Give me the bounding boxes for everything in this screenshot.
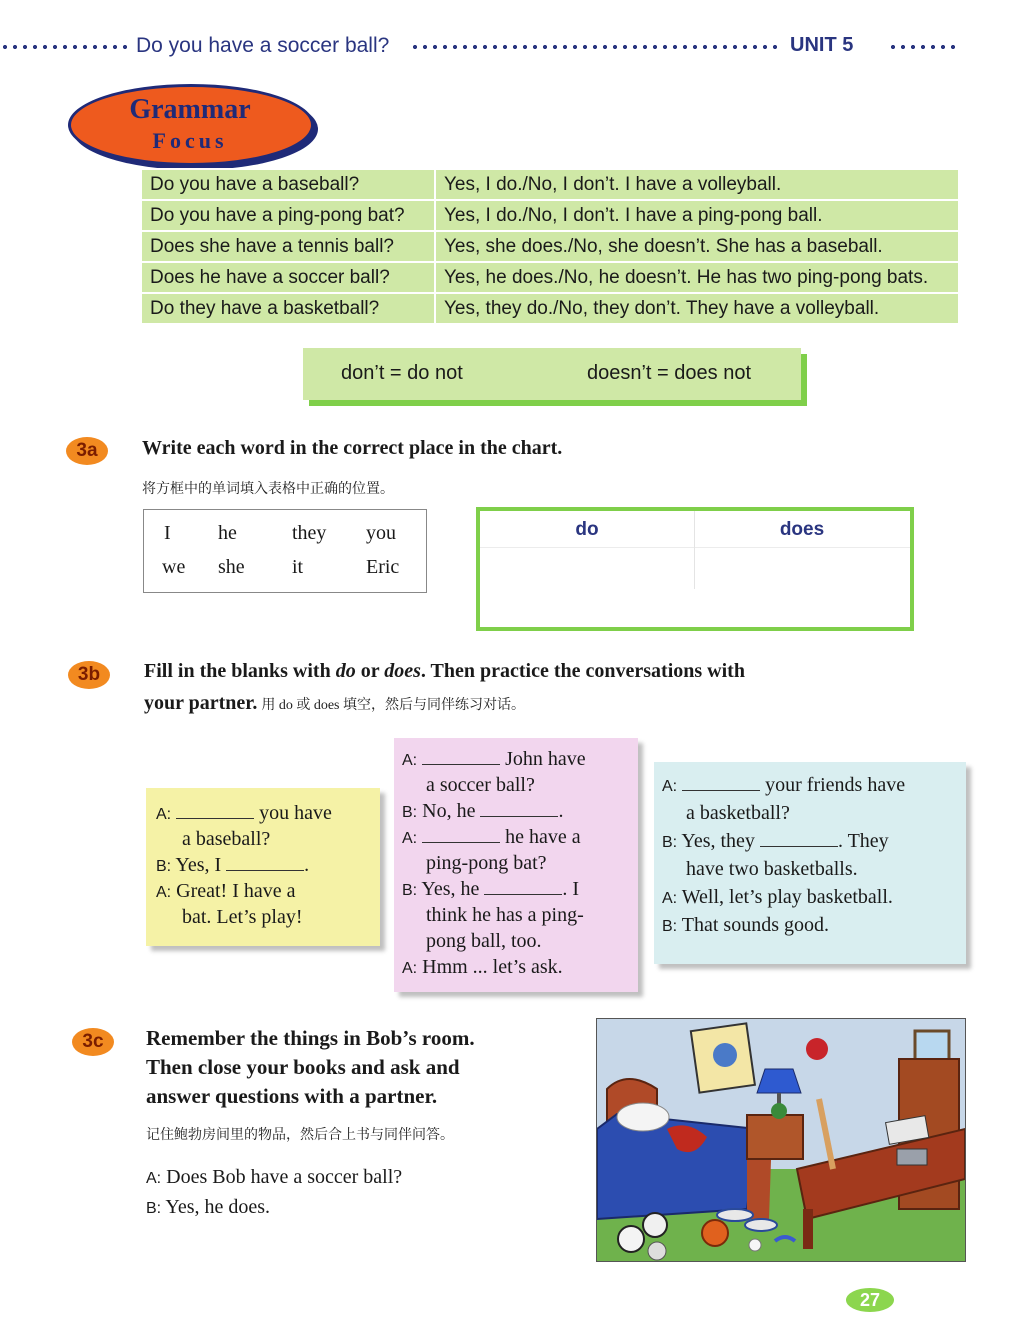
- word: Eric: [366, 556, 400, 578]
- question-cell: Does he have a soccer ball?: [141, 262, 435, 293]
- word-box: [143, 509, 427, 593]
- instruction-3a-cn: 将方框中的单词填入表格中正确的位置。: [142, 482, 394, 497]
- dialogue-line: a baseball?: [182, 828, 271, 850]
- header-dots-left: [0, 44, 128, 50]
- line-text: John have: [500, 748, 586, 770]
- speaker: B:: [402, 882, 418, 899]
- header-dots-middle: [410, 44, 782, 50]
- chart-header-does: does: [779, 519, 825, 540]
- dialogue-line: [156, 878, 296, 906]
- example-answer: [146, 1196, 270, 1219]
- answer-blank[interactable]: [760, 828, 838, 847]
- answer-blank[interactable]: [422, 824, 500, 843]
- speaker: A:: [156, 806, 172, 823]
- speaker: A:: [662, 778, 678, 795]
- instruction-3c-line3: answer questions with a partner.: [146, 1084, 438, 1108]
- dialogue-line: [662, 772, 905, 800]
- question-cell: Do they have a basketball?: [141, 293, 435, 324]
- word: they: [292, 522, 327, 544]
- do-does-chart: [476, 507, 914, 631]
- speaker: A:: [662, 890, 678, 907]
- answer-cell: Yes, he does./No, he doesn’t. He has two ping-pong bats.: [435, 262, 959, 293]
- contraction-dont: don’t = do not: [341, 362, 463, 384]
- dialogue-line: [402, 746, 586, 774]
- speaker: A:: [402, 752, 418, 769]
- question-cell: Do you have a ping-pong bat?: [141, 200, 435, 231]
- instruction-3b-cn: 用 do 或 does 填空，然后与同伴练习对话。: [261, 698, 526, 713]
- dialogue-line: [402, 824, 581, 852]
- line-text: .: [558, 800, 564, 822]
- instruction-3b-or: or: [360, 660, 380, 682]
- question-cell: Do you have a baseball?: [141, 169, 435, 200]
- line-text: No, he: [422, 800, 481, 822]
- answer-blank[interactable]: [422, 746, 500, 765]
- dialogue-line: ping-pong bat?: [426, 852, 547, 874]
- speaker: B:: [156, 858, 172, 875]
- dialogue-line: [156, 852, 309, 880]
- contraction-doesnt: doesn’t = does not: [587, 362, 752, 384]
- answer-blank[interactable]: [682, 772, 760, 791]
- dialogue-line: [402, 798, 563, 826]
- word: we: [162, 556, 186, 578]
- line-text: Great! I have a: [176, 880, 296, 902]
- unit-label: UNIT 5: [790, 34, 854, 56]
- dialogue-line: a basketball?: [686, 802, 790, 824]
- dialogue-line: a soccer ball?: [426, 774, 535, 796]
- chart-header-line: [480, 547, 910, 548]
- answer-blank[interactable]: [176, 800, 254, 819]
- dialogue-line: pong ball, too.: [426, 930, 542, 952]
- line-text: Well, let’s play basketball.: [681, 886, 893, 908]
- line-text: Yes, he does.: [165, 1196, 271, 1218]
- header-title: Do you have a soccer ball?: [136, 34, 390, 57]
- room-drawing: [597, 1019, 965, 1261]
- section-label-3b: 3b: [68, 661, 110, 689]
- instruction-3b: [144, 660, 745, 683]
- dialogue-line: [662, 884, 893, 912]
- line-text: he have a: [500, 826, 581, 848]
- line-text: . They: [837, 830, 889, 852]
- conversation-card-2: [394, 738, 638, 992]
- conversation-card-1: [146, 788, 380, 946]
- answer-blank[interactable]: [484, 876, 562, 895]
- speaker: B:: [402, 804, 418, 821]
- page-number: 27: [846, 1288, 894, 1312]
- table-row: [141, 200, 959, 231]
- line-text: . I: [562, 878, 580, 900]
- speaker: B:: [146, 1200, 162, 1217]
- question-cell: Does she have a tennis ball?: [141, 231, 435, 262]
- word: you: [366, 522, 396, 544]
- word: she: [218, 556, 245, 578]
- table-row: [141, 293, 959, 324]
- instruction-3b-part: your partner.: [144, 692, 258, 714]
- line-text: Yes, he: [421, 878, 485, 900]
- instruction-3c-cn: 记住鲍勃房间里的物品，然后合上书与同伴问答。: [146, 1128, 454, 1143]
- instruction-3b-does: does: [384, 660, 421, 682]
- instruction-3c-line2: Then close your books and ask and: [146, 1055, 460, 1079]
- table-row: [141, 231, 959, 262]
- bobs-room-illustration: [596, 1018, 966, 1262]
- answer-blank[interactable]: [226, 852, 304, 871]
- dialogue-line: [662, 828, 889, 856]
- grammar-focus-badge: [68, 84, 312, 164]
- badge-subtitle: Focus: [152, 128, 228, 153]
- page-header: [0, 30, 1024, 66]
- section-label-3a: 3a: [66, 437, 108, 465]
- contraction-box: [303, 348, 801, 400]
- word: it: [292, 556, 304, 578]
- grammar-table: [140, 168, 960, 325]
- badge-title: Grammar: [129, 94, 251, 125]
- dialogue-line: bat. Let’s play!: [182, 906, 303, 928]
- instruction-3c-line1: Remember the things in Bob’s room.: [146, 1026, 475, 1050]
- instruction-3b-part: Fill in the blanks with: [144, 660, 331, 682]
- answer-cell: Yes, I do./No, I don’t. I have a volleyball.: [435, 169, 959, 200]
- table-row: [141, 169, 959, 200]
- dialogue-line: think he has a ping-: [426, 904, 584, 926]
- instruction-3b-line2: [144, 692, 525, 715]
- answer-cell: Yes, I do./No, I don’t. I have a ping-pong ball.: [435, 200, 959, 231]
- line-text: Hmm ... let’s ask.: [422, 956, 563, 978]
- line-text: .: [304, 854, 310, 876]
- speaker: A:: [156, 884, 172, 901]
- table-row: [141, 262, 959, 293]
- dialogue-line: [156, 800, 332, 828]
- word: he: [218, 522, 237, 544]
- line-text: Yes, I: [175, 854, 227, 876]
- line-text: your friends have: [760, 774, 906, 796]
- instruction-3a: Write each word in the correct place in the chart.: [142, 437, 563, 459]
- conversation-card-3: [654, 762, 966, 964]
- dialogue-line: [402, 954, 563, 982]
- chart-divider: [694, 511, 695, 589]
- instruction-3b-part: . Then practice the conversations with: [420, 660, 745, 682]
- example-question: [146, 1166, 402, 1189]
- speaker: B:: [662, 918, 678, 935]
- answer-cell: Yes, they do./No, they don’t. They have a volleyball.: [435, 293, 959, 324]
- dialogue-line: [402, 876, 579, 904]
- speaker: B:: [662, 834, 678, 851]
- answer-blank[interactable]: [480, 798, 558, 817]
- section-label-3c: 3c: [72, 1028, 114, 1056]
- speaker: A:: [402, 960, 418, 977]
- line-text: you have: [254, 802, 332, 824]
- dialogue-line: [662, 912, 829, 940]
- line-text: That sounds good.: [681, 914, 829, 936]
- instruction-3b-do: do: [335, 660, 356, 682]
- word: I: [164, 522, 171, 544]
- line-text: Yes, they: [681, 830, 760, 852]
- chart-header-do: do: [575, 519, 599, 540]
- line-text: Does Bob have a soccer ball?: [166, 1166, 403, 1188]
- header-dots-right: [888, 44, 956, 50]
- speaker: A:: [402, 830, 418, 847]
- answer-cell: Yes, she does./No, she doesn’t. She has a baseball.: [435, 231, 959, 262]
- dialogue-line: have two basketballs.: [686, 858, 858, 880]
- speaker: A:: [146, 1170, 162, 1187]
